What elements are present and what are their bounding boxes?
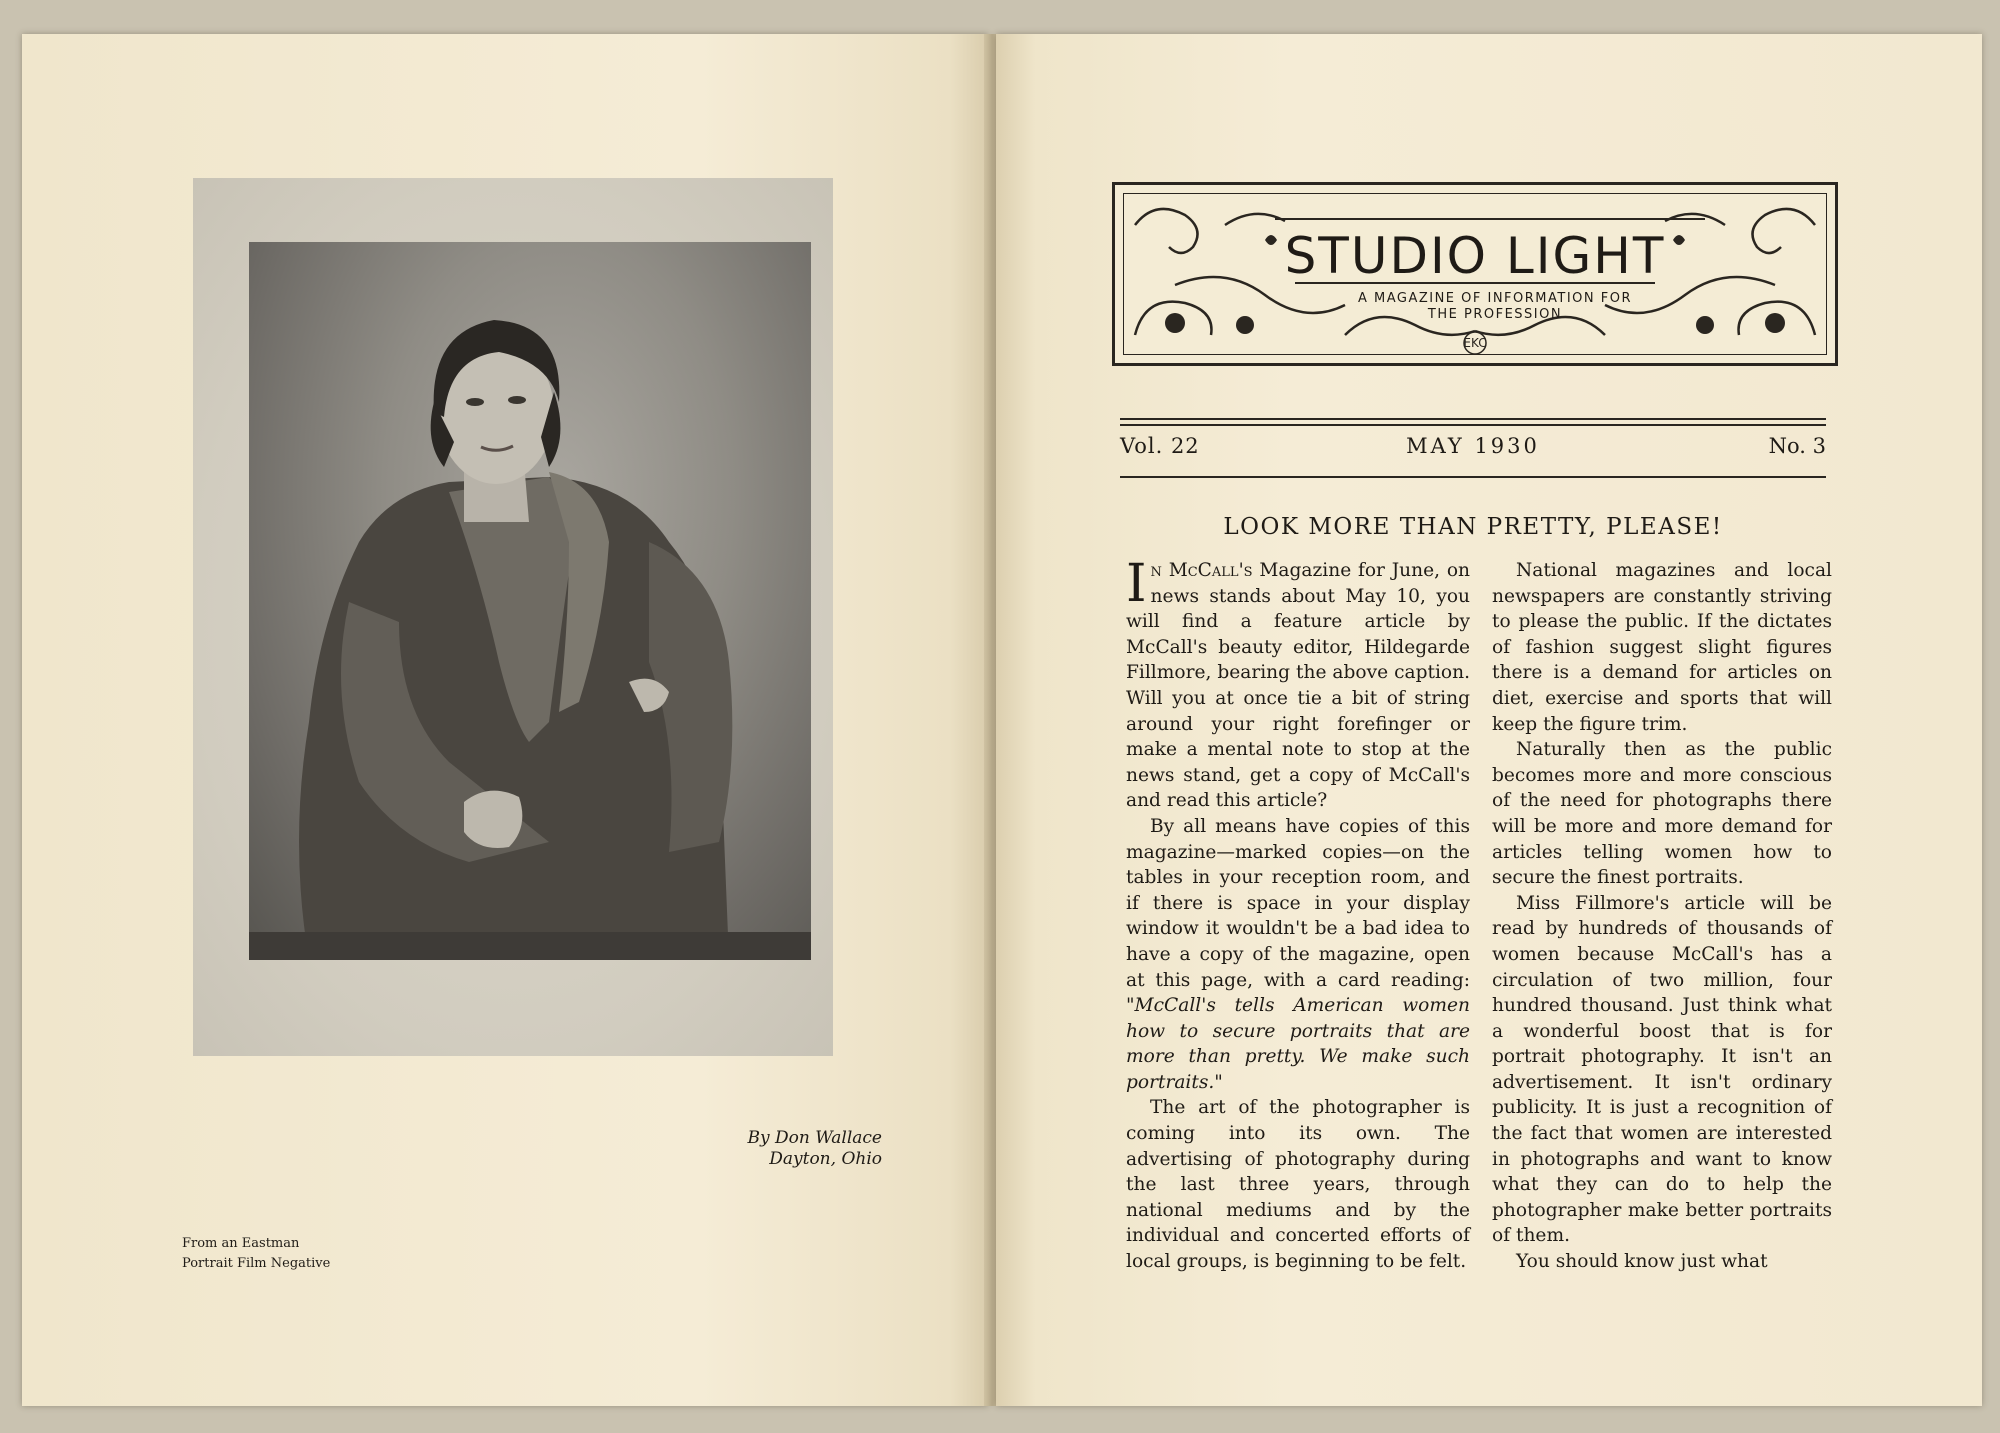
issue-number: No. 3: [1768, 434, 1826, 458]
masthead-subtitle: [1315, 291, 1675, 323]
portrait-photo: [249, 242, 811, 960]
issue-date: MAY 1930: [1406, 434, 1540, 458]
source-line-2: Portrait Film Negative: [182, 1256, 331, 1271]
article-column-1: [1126, 554, 1470, 1275]
col1-p1-smallcaps: n McCall's: [1150, 560, 1253, 581]
credit-line-1: By Don Wallace: [747, 1128, 882, 1148]
rule-top-2: [1120, 424, 1826, 426]
col2-paragraph-4: You should know just what: [1516, 1251, 1768, 1273]
masthead: [1112, 182, 1838, 366]
col1-p2-text: By all means have copies of this magazine—marked copies—on the tables in your reception room, and if there is space in your display window it wouldn't be a bad idea to have a copy of the magazine, open at this page, with a card reading:: [1126, 815, 1470, 991]
col1-p1-text: Magazine for June, on news stands about May 10, you will find a feature article by McCall's beauty editor, Hildegarde Fillmore, bearing the above caption. Will you at once tie a bit of string around your right forefinger or make a mental note to stop at the news stand, get a copy of McCall's and read this article?: [1126, 560, 1470, 812]
photo-credit: [542, 1128, 882, 1170]
col2-paragraph-1: National magazines and local newspapers are constantly striving to please the public. If the dictates of fashion suggest slight figures there is a demand for articles on diet, exercise and sports that will keep the figure trim.: [1492, 560, 1832, 735]
article-title: LOOK MORE THAN PRETTY, PLEASE!: [1223, 514, 1723, 540]
masthead-title: STUDIO LIGHT: [1284, 227, 1666, 285]
photo-source-note: [182, 1234, 482, 1274]
drop-cap: I: [1126, 554, 1147, 614]
col2-paragraph-2: Naturally then as the public becomes more and more conscious of the need for photographs there will be more and more demand for articles telling women how to secure the finest portraits.: [1492, 739, 1832, 889]
article-column-2: [1492, 558, 1832, 1275]
rule-bottom: [1120, 476, 1826, 478]
masthead-subtitle-line-2: THE PROFESSION: [1427, 307, 1563, 322]
col1-p2-italic: "McCall's tells American women how to secure portraits that are more than pretty. We make such portraits.": [1126, 995, 1470, 1093]
portrait-figure: [249, 242, 811, 960]
col1-paragraph-3: The art of the photographer is coming into its own. The advertising of photography during the last three years, through national mediums and by the individual and concerted efforts of local groups, is beginning to be felt.: [1126, 1097, 1470, 1273]
credit-line-2: Dayton, Ohio: [769, 1149, 882, 1169]
left-page: [22, 34, 988, 1406]
col2-paragraph-3: Miss Fillmore's article will be read by hundreds of thousands of women because McCall's has a circulation of two million, four hundred thousand. Just think what a wonderful boost that is for portrait photography. It isn't an advertisement. It isn't ordinary publicity. It is just a recognition of the fact that women are interested in photographs and want to know what they can do to help the photographer make better portraits of them.: [1492, 892, 1832, 1247]
monogram-text: EKC: [1463, 336, 1487, 350]
rule-top-1: [1120, 418, 1826, 420]
issue-volume: Vol. 22: [1120, 434, 1200, 458]
magazine-spread: [22, 34, 1982, 1406]
photo-mount: [193, 178, 833, 1056]
masthead-subtitle-line-1: A MAGAZINE OF INFORMATION FOR: [1357, 291, 1633, 306]
issue-bar: [1120, 434, 1826, 464]
col1-paragraph-2: [1126, 814, 1470, 1096]
right-page: [996, 34, 1982, 1406]
source-line-1: From an Eastman: [182, 1236, 300, 1251]
col1-paragraph-1: [1126, 554, 1470, 814]
